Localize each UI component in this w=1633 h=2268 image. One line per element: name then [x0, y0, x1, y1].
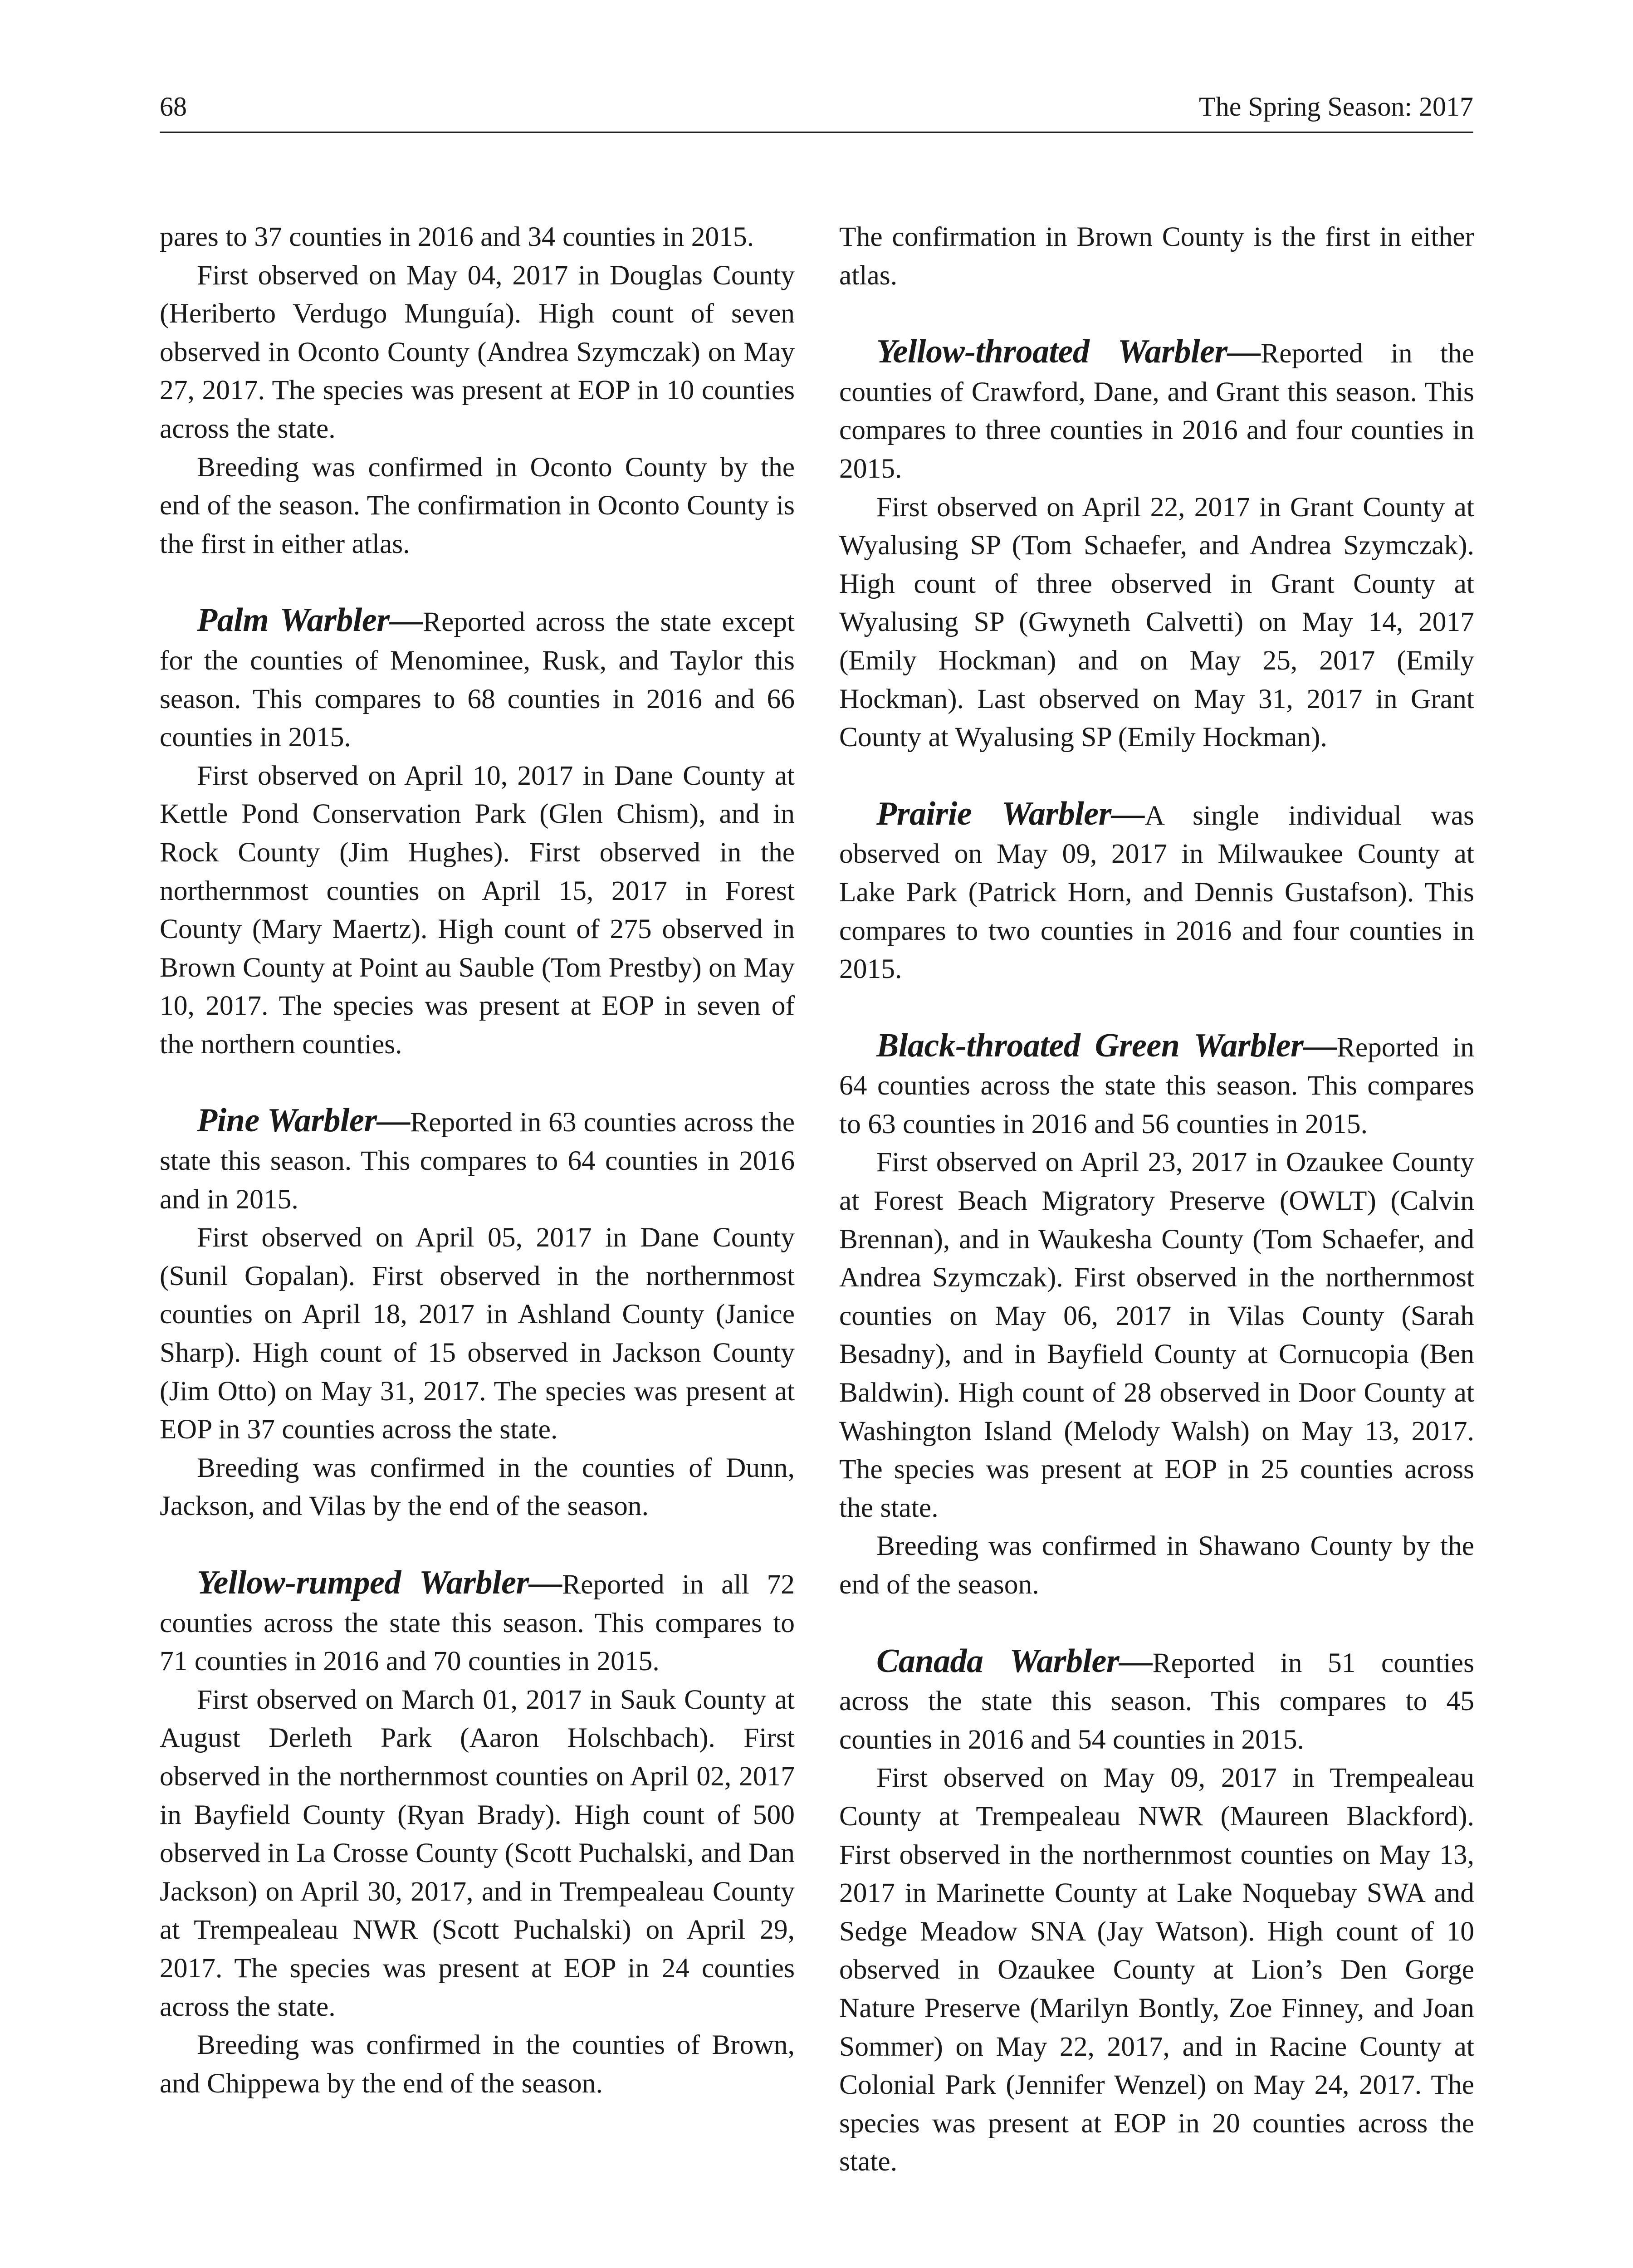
em-dash: — [1303, 1026, 1337, 1064]
paragraph [839, 1759, 1474, 2181]
paragraph-text: First observed on May 09, 2017 in Trempealeau County at Trempealeau NWR (Maureen Blackford). First observed in the northernmost counties on May 13, 2017 in Marinette County at Lake Noquebay SWA and Sedge Meadow SNA (Jay Watson). High count of 10 observed in Ozaukee County at Lion’s Den Gorge Nature Preserve (Marilyn Bontly, Zoe Finney, and Joan Sommer) on May 22, 2017, and in Racine County at Colonial Park (Jennifer Wenzel) on May 24, 2017. The species was present at EOP in 20 counties across the state. [839, 1762, 1474, 2177]
paragraph-text: First observed on April 10, 2017 in Dane County at Kettle Pond Conservation Park (Glen Chism), and in Rock County (Jim Hughes). First observed in the northernmost counties on April 15, 2017 in Forest County (Mary Maertz). High count of 275 observed in Brown County at Point au Sauble (Tom Prestby) on May 10, 2017. The species was present at EOP in seven of the northern counties. [160, 760, 795, 1060]
paragraph [160, 256, 795, 448]
species-entry [160, 1101, 795, 1218]
right-column [839, 218, 1474, 2181]
paragraph-text: Breeding was confirmed in the counties of Brown, and Chippewa by the end of the season. [160, 2029, 795, 2099]
em-dash: — [389, 601, 423, 639]
species-entry [839, 1642, 1474, 1759]
species-name: Canada Warbler [876, 1642, 1120, 1680]
paragraph-text: pares to 37 counties in 2016 and 34 counties in 2015. [160, 221, 754, 252]
paragraph-text: Breeding was confirmed in Shawano County by the end of the season. [839, 1530, 1474, 1600]
paragraph-text: First observed on May 04, 2017 in Douglas County (Heriberto Verdugo Munguía). High count of seven observed in Oconto County (Andrea Szymczak) on May 27, 2017. The species was present at EOP in 10 counties across the state. [160, 259, 795, 444]
entry-text: Reported in all 72 counties across the state this season. This compares to 71 counties in 2016 and 70 counties in 2015. [160, 1569, 795, 1677]
entry-text: Reported in 64 counties across the state this season. This compares to 63 counties in 2016 and 56 counties in 2015. [839, 1031, 1474, 1139]
left-column [160, 218, 795, 2102]
paragraph-text: First observed on April 22, 2017 in Grant County at Wyalusing SP (Tom Schaefer, and Andrea Szymczak). High count of three observed in Grant County at Wyalusing SP (Gwyneth Calvetti) on May 14, 2017 (Emily Hockman) and on May 25, 2017 (Emily Hockman). Last observed on May 31, 2017 in Grant County at Wyalusing SP (Emily Hockman). [839, 491, 1474, 753]
paragraph [839, 1527, 1474, 1603]
paragraph-text: First observed on April 05, 2017 in Dane County (Sunil Gopalan). First observed in the northernmost counties on April 18, 2017 in Ashland County (Janice Sharp). High count of 15 observed in Jackson County (Jim Otto) on May 31, 2017. The species was present at EOP in 37 counties across the state. [160, 1222, 795, 1445]
em-dash: — [1111, 795, 1145, 832]
entry-text: Reported across the state except for the counties of Menominee, Rusk, and Taylor this season. This compares to 68 counties in 2016 and 66 counties in 2015. [160, 606, 795, 753]
species-entry [839, 332, 1474, 488]
species-entry [839, 795, 1474, 988]
entry-text: A single individual was observed on May 09, 2017 in Milwaukee County at Lake Park (Patrick Horn, and Dennis Gustafson). This compares to two counties in 2016 and four counties in 2015. [839, 800, 1474, 985]
species-name: Prairie Warbler [876, 795, 1111, 832]
paragraph [160, 1449, 795, 1525]
species-entry [160, 601, 795, 756]
paragraph [839, 488, 1474, 757]
entry-text: Reported in 63 counties across the state this season. This compares to 64 counties in 2016 and in 2015. [160, 1107, 795, 1215]
paragraph-text: The confirmation in Brown County is the first in either atlas. [839, 221, 1474, 291]
continued-paragraph [160, 218, 795, 256]
species-name: Palm Warbler [197, 601, 390, 639]
em-dash: — [376, 1102, 411, 1139]
em-dash: — [1119, 1642, 1153, 1680]
paragraph [160, 757, 795, 1064]
em-dash: — [1227, 333, 1261, 371]
paragraph [160, 2026, 795, 2102]
running-header [160, 86, 1473, 133]
entry-text: Reported in the counties of Crawford, Dane, and Grant this season. This compares to three counties in 2016 and four counties in 2015. [839, 338, 1474, 484]
entry-text: Reported in 51 counties across the state this season. This compares to 45 counties in 2016 and 54 counties in 2015. [839, 1647, 1475, 1755]
paragraph-text: First observed on March 01, 2017 in Sauk County at August Derleth Park (Aaron Holschbach). First observed in the northernmost counties on April 02, 2017 in Bayfield County (Ryan Brady). High count of 500 observed in La Crosse County (Scott Puchalski, and Dan Jackson) on April 30, 2017, and in Trempealeau County at Trempealeau NWR (Scott Puchalski) on April 29, 2017. The species was present at EOP in 24 counties across the state. [160, 1684, 795, 2022]
paragraph-text: Breeding was confirmed in Oconto County by the end of the season. The confirmation in Oconto County is the first in either atlas. [160, 451, 795, 559]
species-entry [160, 1564, 795, 1681]
paragraph [160, 448, 795, 563]
paragraph [839, 1143, 1474, 1527]
species-name: Pine Warbler [197, 1102, 377, 1139]
species-name: Yellow-rumped Warbler [197, 1564, 529, 1601]
paragraph-text: Breeding was confirmed in the counties of Dunn, Jackson, and Vilas by the end of the season. [160, 1452, 795, 1522]
paragraph-text: First observed on April 23, 2017 in Ozaukee County at Forest Beach Migratory Preserve (OWLT) (Calvin Brennan), and in Waukesha County (Tom Schaefer, and Andrea Szymczak). First observed in the northernmost counties on May 06, 2017 in Vilas County (Sarah Besadny), and in Bayfield County at Cornucopia (Ben Baldwin). High count of 28 observed in Door County at Washington Island (Melody Walsh) on May 13, 2017. The species was present at EOP in 25 counties across the state. [839, 1147, 1474, 1523]
paragraph [160, 1681, 795, 2026]
species-entry [839, 1026, 1474, 1144]
em-dash: — [528, 1564, 562, 1601]
paragraph [160, 1218, 795, 1449]
continued-paragraph [839, 218, 1474, 294]
page-number: 68 [160, 92, 187, 122]
species-name: Yellow-throated Warbler [876, 333, 1227, 371]
running-title: The Spring Season: 2017 [1199, 92, 1473, 122]
species-name: Black-throated Green Warbler [876, 1026, 1304, 1064]
